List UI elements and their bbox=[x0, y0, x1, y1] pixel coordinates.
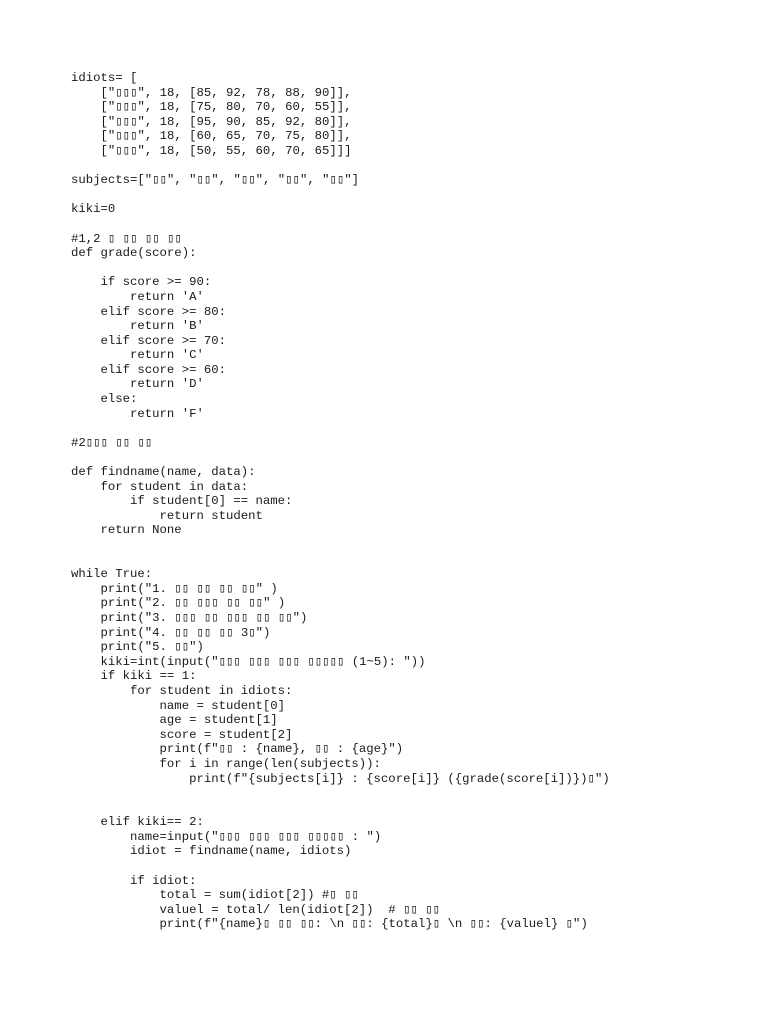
code-line: return 'F' bbox=[71, 406, 204, 421]
code-line: if idiot: bbox=[71, 873, 197, 888]
code-line: valuel = total/ len(idiot[2]) # ▯▯ ▯▯ bbox=[71, 902, 441, 917]
code-line bbox=[71, 217, 610, 232]
code-line: print(f"▯▯ : {name}, ▯▯ : {age}") bbox=[71, 742, 404, 757]
code-line: name=input("▯▯▯ ▯▯▯ ▯▯▯ ▯▯▯▯▯ : ") bbox=[71, 829, 382, 844]
code-line bbox=[71, 261, 610, 276]
code-line: elif score >= 70: bbox=[71, 333, 226, 348]
code-line: else: bbox=[71, 392, 138, 407]
code-line: elif score >= 60: bbox=[71, 362, 226, 377]
code-line bbox=[71, 421, 610, 436]
code-line bbox=[71, 553, 610, 568]
code-line: if score >= 90: bbox=[71, 275, 212, 290]
code-line: idiots= [ bbox=[71, 71, 138, 85]
code-line: while True: bbox=[71, 567, 153, 582]
code-line: score = student[2] bbox=[71, 727, 293, 742]
code-line: if student[0] == name: bbox=[71, 494, 293, 509]
code-line: for student in data: bbox=[71, 479, 249, 494]
code-line: #2▯▯▯ ▯▯ ▯▯ bbox=[71, 435, 153, 450]
code-line: ["▯▯▯", 18, [95, 90, 85, 92, 80]], bbox=[71, 114, 352, 129]
code-line: ["▯▯▯", 18, [50, 55, 60, 70, 65]]] bbox=[71, 143, 352, 158]
code-line: ["▯▯▯", 18, [75, 80, 70, 60, 55]], bbox=[71, 100, 352, 115]
code-line: print("1. ▯▯ ▯▯ ▯▯ ▯▯" ) bbox=[71, 581, 278, 596]
code-line: return None bbox=[71, 523, 182, 538]
code-line: print(f"{name}▯ ▯▯ ▯▯: \n ▯▯: {total}▯ \n ▯▯: {valuel} ▯") bbox=[71, 917, 588, 932]
code-line: print("3. ▯▯▯ ▯▯ ▯▯▯ ▯▯ ▯▯") bbox=[71, 610, 308, 625]
code-line: print("2. ▯▯ ▯▯▯ ▯▯ ▯▯" ) bbox=[71, 596, 286, 611]
code-line bbox=[71, 159, 610, 174]
code-line bbox=[71, 450, 610, 465]
code-line: for i in range(len(subjects)): bbox=[71, 756, 381, 771]
code-line: ["▯▯▯", 18, [60, 65, 70, 75, 80]], bbox=[71, 129, 352, 144]
code-line bbox=[71, 538, 610, 553]
code-line: print("5. ▯▯") bbox=[71, 640, 204, 655]
code-line: subjects=["▯▯", "▯▯", "▯▯", "▯▯", "▯▯"] bbox=[71, 173, 360, 188]
code-line: kiki=0 bbox=[71, 202, 116, 217]
code-line: return 'A' bbox=[71, 289, 204, 304]
code-line: #1,2 ▯ ▯▯ ▯▯ ▯▯ bbox=[71, 231, 182, 246]
code-line: idiot = findname(name, idiots) bbox=[71, 844, 352, 859]
code-line: print(f"{subjects[i]} : {score[i]} ({grade(score[i])})▯") bbox=[71, 771, 610, 786]
code-listing bbox=[71, 71, 610, 932]
code-line: if kiki == 1: bbox=[71, 669, 197, 684]
code-line: return 'C' bbox=[71, 348, 204, 363]
code-line: return 'B' bbox=[71, 319, 204, 334]
code-line: name = student[0] bbox=[71, 698, 286, 713]
code-line: ["▯▯▯", 18, [85, 92, 78, 88, 90]], bbox=[71, 85, 352, 100]
code-line: return 'D' bbox=[71, 377, 204, 392]
code-line bbox=[71, 188, 610, 203]
code-line: return student bbox=[71, 508, 263, 523]
code-line: total = sum(idiot[2]) #▯ ▯▯ bbox=[71, 888, 359, 903]
code-line: for student in idiots: bbox=[71, 683, 293, 698]
code-line: print("4. ▯▯ ▯▯ ▯▯ 3▯") bbox=[71, 625, 271, 640]
code-line: def grade(score): bbox=[71, 246, 197, 261]
code-line: kiki=int(input("▯▯▯ ▯▯▯ ▯▯▯ ▯▯▯▯▯ (1~5): ")) bbox=[71, 654, 426, 669]
code-line bbox=[71, 859, 610, 874]
code-line bbox=[71, 786, 610, 801]
code-line bbox=[71, 801, 610, 816]
code-line: def findname(name, data): bbox=[71, 465, 256, 480]
code-line: age = student[1] bbox=[71, 713, 278, 728]
code-line: elif kiki== 2: bbox=[71, 815, 204, 830]
code-line: elif score >= 80: bbox=[71, 304, 226, 319]
